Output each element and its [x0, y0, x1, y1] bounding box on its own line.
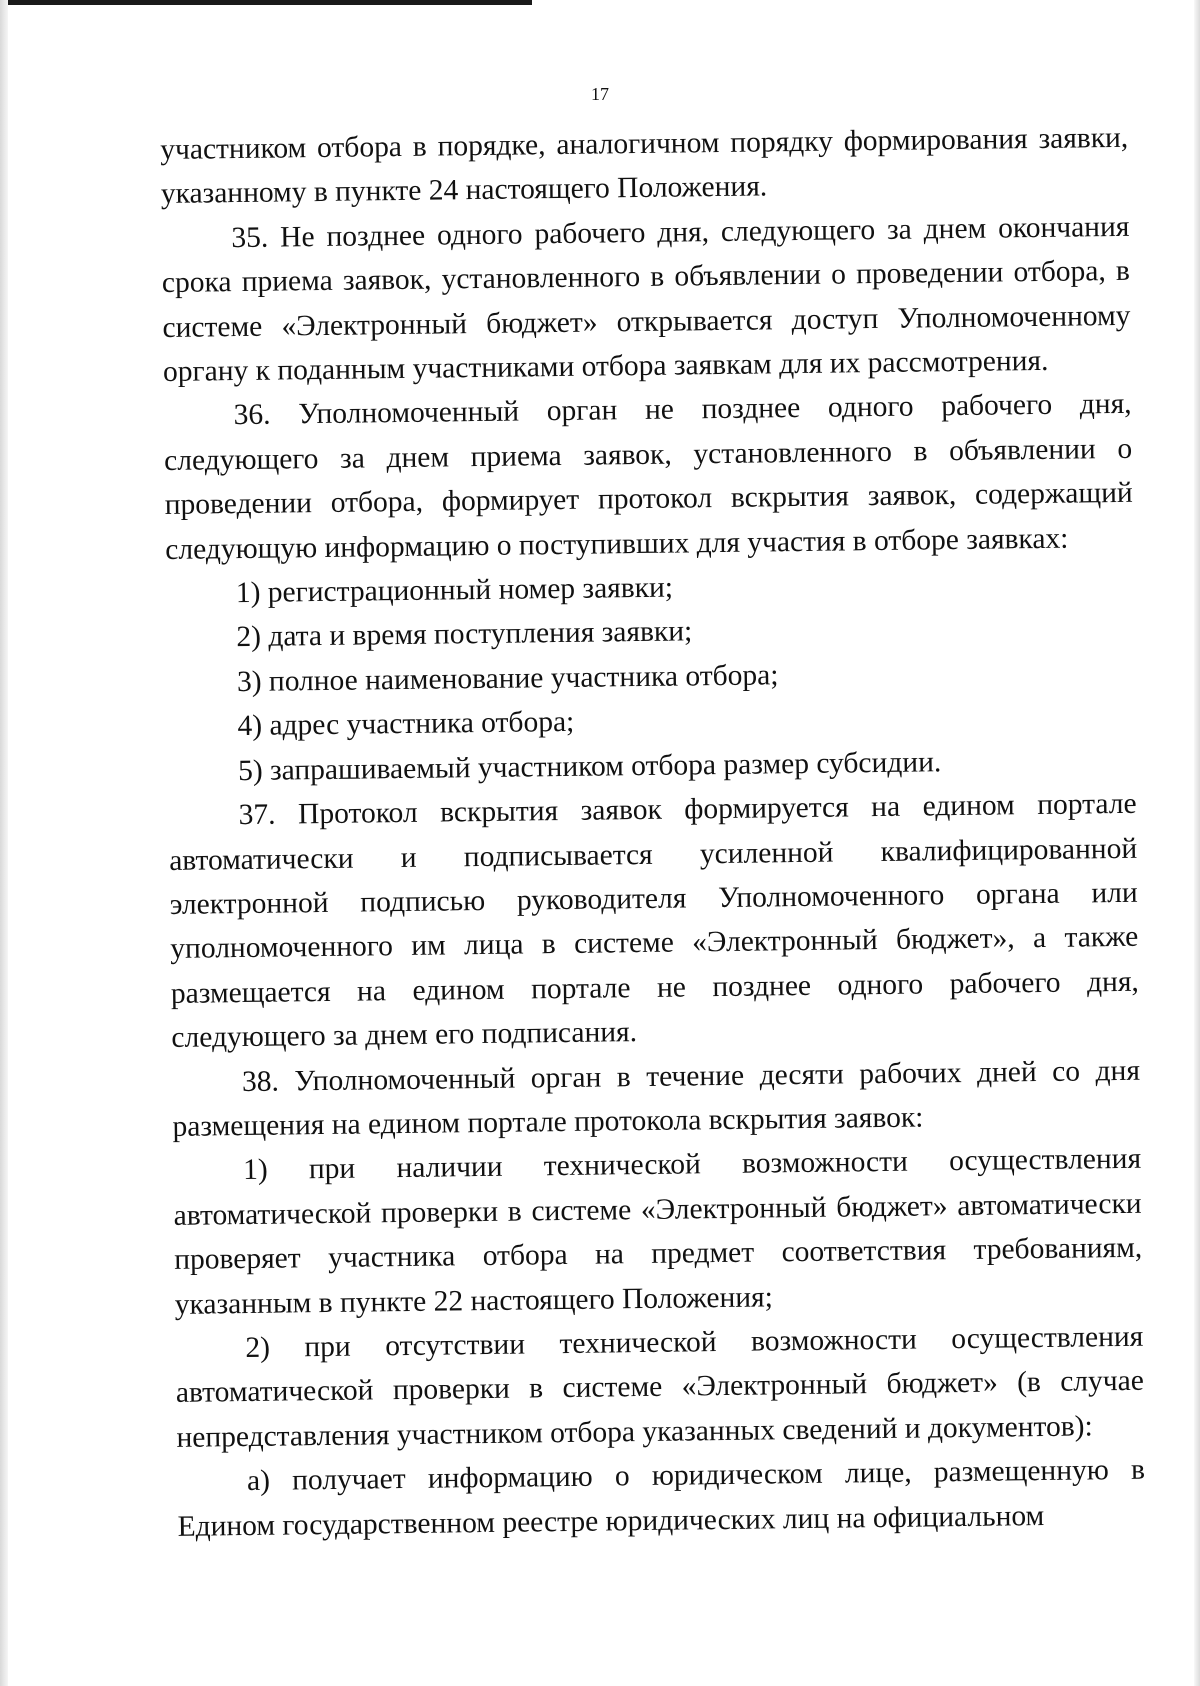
paragraph-38-item-1: 1) при наличии технической возможности осуществления автоматической проверки в системе «Электронный бюджет» автоматически проверяет участника отбора на предмет соответствия требованиям, указанным в пункте 22 настоящего Положения;	[173, 1143, 1143, 1321]
paragraph-37: 37. Протокол вскрытия заявок формируется на едином портале автоматически и подписывается усиленной квалифицированной электронной подписью руководителя Уполномоченного органа или уполномоченного им лица в системе «Электронный бюджет», а также размещается на едином портале не позднее одного рабочего дня, следующего за днем его подписания.	[169, 787, 1140, 1055]
paragraph-36: 36. Уполномоченный орган не позднее одного рабочего дня, следующего за днем приема заявок, установленного в объявлении о проведении отбора, формирует протокол вскрытия заявок, содержащий следующую информацию о поступивших для участия в отборе заявках:	[163, 388, 1133, 566]
document-body	[160, 116, 1146, 1549]
left-scan-edge	[0, 0, 8, 1686]
paragraph-continuation: участником отбора в порядке, аналогичном порядку формирования заявки, указанному в пункте 24 настоящего Положения.	[160, 121, 1129, 211]
paragraph-38: 38. Уполномоченный орган в течение десяти рабочих дней со дня размещения на едином портале протокола вскрытия заявок:	[172, 1054, 1141, 1143]
right-scan-edge	[1194, 0, 1200, 1686]
list-item: 5) запрашиваемый участником отбора размер субсидии.	[237, 745, 942, 787]
paragraph-38-item-2a: а) получает информацию о юридическом лице, размещенную в Едином государственном реестре юридических лиц на официальном	[177, 1453, 1146, 1543]
list-item: 2) дата и время поступления заявки;	[236, 615, 693, 654]
top-rule	[0, 0, 532, 5]
page-number: 17	[591, 84, 609, 104]
list-item: 4) адрес участника отбора;	[237, 706, 575, 743]
list-item: 3) полное наименование участника отбора;	[236, 659, 779, 698]
paragraph-35: 35. Не позднее одного рабочего дня, следующего за днем окончания срока приема заявок, установленного в объявлении о проведении отбора, в системе «Электронный бюджет» открывается доступ Уполномоченному органу к поданным участниками отбора заявкам для их рассмотрения.	[161, 210, 1131, 389]
paragraph-38-item-2: 2) при отсутствии технической возможности осуществления автоматической проверки в системе «Электронный бюджет» (в случае непредставления участником отбора указанных сведений и документов):	[175, 1320, 1145, 1454]
list-item: 1) регистрационный номер заявки;	[235, 571, 674, 610]
